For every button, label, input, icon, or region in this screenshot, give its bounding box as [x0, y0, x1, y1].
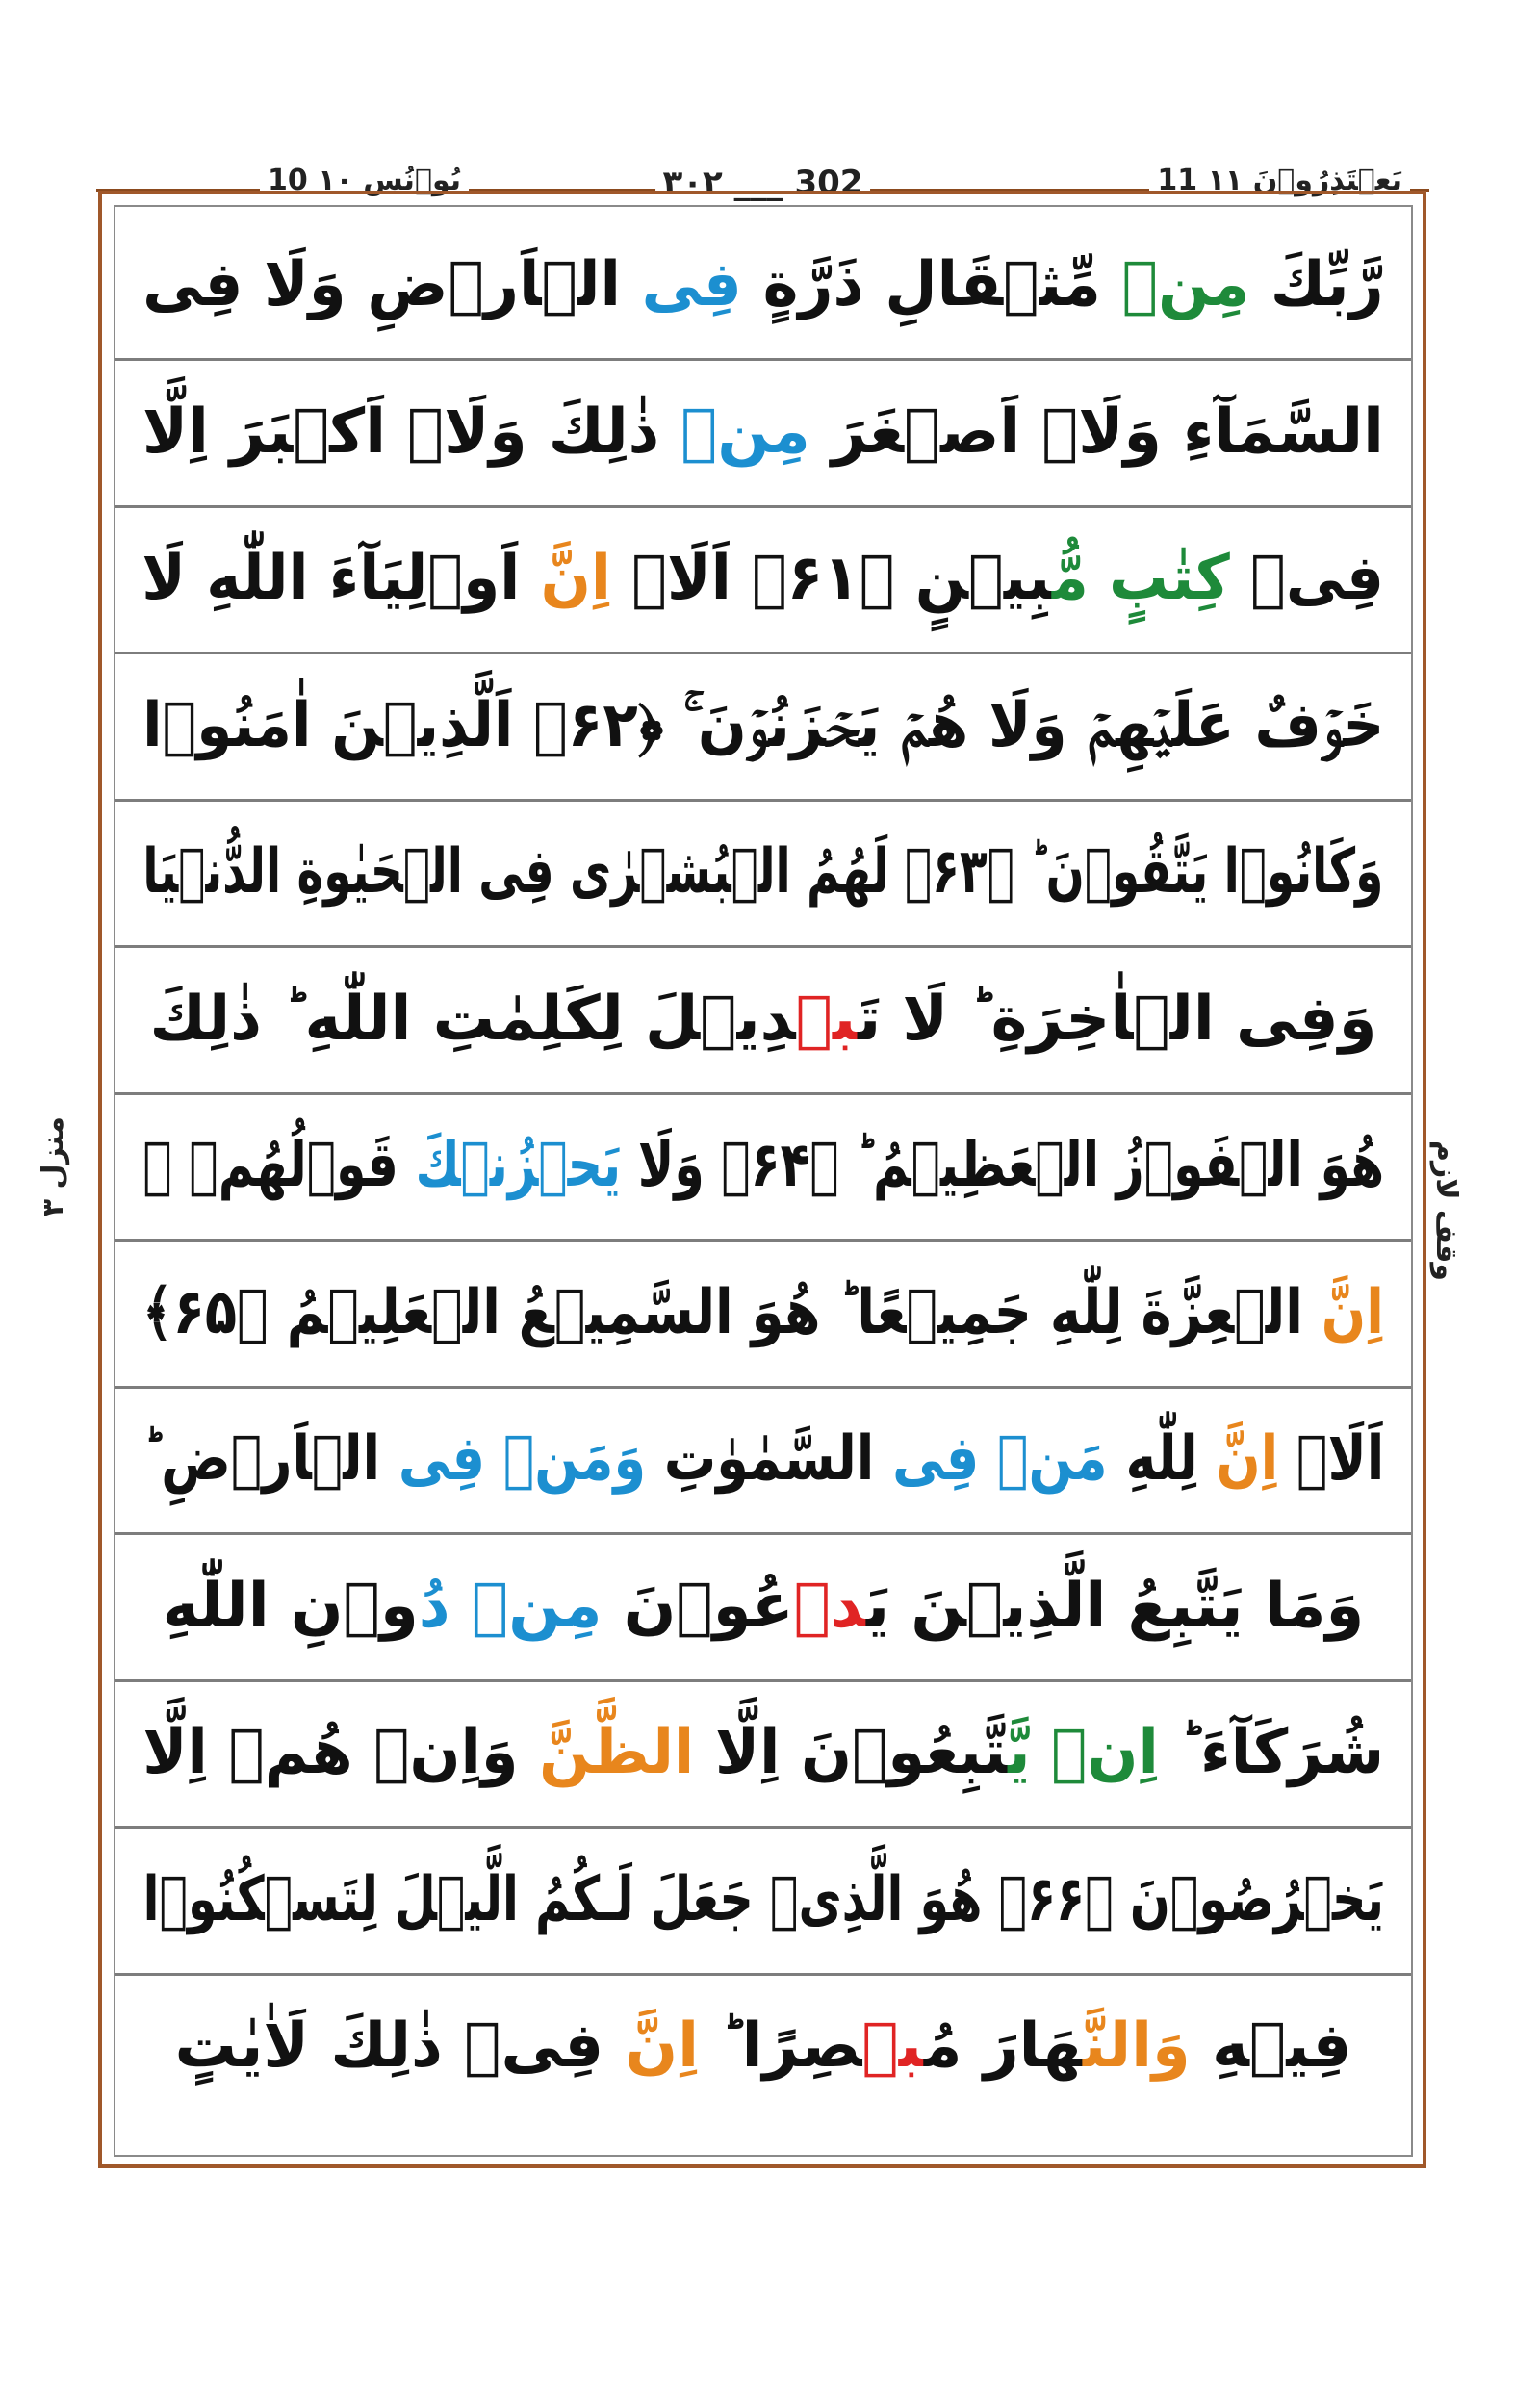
verse-segment: خَوۡفٌ عَلَيۡهِمۡ وَلَا هُمۡ يَحۡزَنُوۡنَ ۚ ﴿۶۲﴾ اَلَّذِيۡنَ اٰمَنُوۡا [141, 689, 1385, 761]
verse-segment: ذٰلِكَ وَلَاۤ اَكۡبَرَ اِلَّا [141, 396, 681, 468]
verse-segment: يَحۡزُنۡكَ [415, 1130, 621, 1201]
verse-segment: تَّبِعُوۡنَ اِلَّا [694, 1717, 1009, 1788]
verse-line [116, 1975, 1411, 2117]
verse-line [116, 1829, 1411, 1971]
verse-segment: مِنۡ [680, 396, 810, 468]
verse-text [142, 1864, 1383, 1935]
verse-segment: فِىۡ ذٰلِكَ لَاٰيٰتٍ [174, 2010, 626, 2082]
verse-text [142, 397, 1384, 468]
verse-segment: وَفِى الۡاٰخِرَةِ ؕ لَا تَ [858, 983, 1377, 1055]
verse-text [163, 1571, 1365, 1642]
header-surah-title: 10 یُوۡنُس ۱۰ [260, 164, 469, 197]
verse-segment: وَاِنۡ هُمۡ اِلَّا [142, 1717, 539, 1788]
verse-text [142, 1276, 1384, 1348]
verse-text [142, 1130, 1384, 1201]
verse-line [116, 214, 1411, 356]
verse-segment: اَلَاۤ [1277, 1423, 1384, 1495]
verse-segment: اِنَّ [625, 2010, 700, 2082]
verse-segment: قَوۡلُهُمۡ ۘ [142, 1130, 416, 1201]
verse-segment: وَكَانُوۡا يَتَّقُوۡنَ ؕ ﴿۶۳﴾ لَهُمُ الۡبُشۡرٰى فِى الۡحَيٰوةِ الدُّنۡيَا [142, 836, 1384, 908]
verse-segment: السَّمٰوٰتِ [645, 1423, 892, 1495]
verse-segment: مِنۡ دُ [418, 1570, 603, 1642]
verse-segment: اِنَّ [1321, 1277, 1385, 1348]
manzil-marker: منزل ۳ [37, 1116, 70, 1217]
verse-segment: اَوۡلِيَآءَ اللّٰهِ لَا [141, 543, 541, 614]
verse-segment: مِنۡ [1121, 249, 1250, 320]
verse-text [142, 1423, 1384, 1495]
verse-segment: فِى [641, 249, 742, 320]
verse-line [116, 1535, 1411, 1677]
verse-segment: بِيۡنٍ ﴿۶۱﴾ اَلَاۤ [611, 543, 1053, 614]
verse-text [142, 249, 1383, 320]
verse-segment: اِنَّ [540, 543, 612, 614]
verse-segment: بۡ [861, 2010, 924, 2082]
verse-segment: الۡعِزَّةَ لِلّٰهِ جَمِيۡعًا ؕ هُوَ السَّمِيۡعُ الۡعَلِيۡمُ ﴿۶۵﴾ [141, 1277, 1322, 1348]
verse-segment: هَارَ مُ [923, 2010, 1083, 2082]
verse-segment: لِلّٰهِ [1107, 1423, 1217, 1495]
verse-segment: اِنۡ يَّ [1008, 1717, 1159, 1788]
verse-segment: صِرًا ؕ [699, 2010, 862, 2082]
verse-segment: الۡاَرۡضِ وَلَا فِى [142, 249, 642, 320]
verse-text [142, 690, 1384, 761]
verse-segment: دِيۡلَ لِكَلِمٰتِ اللّٰهِ ؕ ذٰلِكَ [149, 983, 796, 1055]
verse-text [150, 984, 1377, 1055]
verse-text [142, 1717, 1384, 1788]
verse-segment: السَّمَآءِ وَلَاۤ اَصۡغَرَ [809, 396, 1385, 468]
verse-line [116, 801, 1411, 943]
verse-line [116, 361, 1411, 503]
verse-segment: اِنَّ [1216, 1423, 1278, 1495]
verse-text [142, 836, 1383, 908]
verse-segment: دۡ [793, 1570, 866, 1642]
header-page-number: ۳۰۲ ___ 302 [655, 164, 871, 202]
verse-segment: مَنۡ فِى [891, 1423, 1108, 1495]
waqf-marker: وقف لازم [1429, 1140, 1463, 1282]
verse-line [116, 1242, 1411, 1384]
verse-segment: وَمَنۡ فِى [398, 1423, 646, 1495]
verse-line [116, 1681, 1411, 1824]
verse-segment: شُرَكَآءَ ؕ [1158, 1717, 1384, 1788]
verse-segment: كِتٰبٍ مُّ [1052, 543, 1231, 614]
verse-line [116, 1094, 1411, 1237]
verse-segment: فِىۡ [1230, 543, 1385, 614]
verse-segment: بۡ [795, 983, 859, 1055]
verse-segment: يَخۡرُصُوۡنَ ﴿۶۶﴾ هُوَ الَّذِىۡ جَعَلَ لَـكُمُ الَّيۡلَ لِتَسۡكُنُوۡا [142, 1863, 1384, 1935]
verse-segment: عُوۡنَ [602, 1570, 794, 1642]
verse-line [116, 507, 1411, 650]
verse-line [116, 1388, 1411, 1530]
verse-segment: وۡنِ اللّٰهِ [162, 1570, 419, 1642]
verse-segment: الظَّنَّ [538, 1717, 695, 1788]
verse-text [142, 543, 1385, 614]
verse-segment: وَالنَّ [1082, 2010, 1191, 2082]
verse-segment: وَمَا يَتَّبِعُ الَّذِيۡنَ يَ [866, 1570, 1365, 1642]
verse-segment: هُوَ الۡفَوۡزُ الۡعَظِيۡمُ ؕ ﴿۶۴﴾ وَلَا [620, 1130, 1384, 1201]
verse-segment: رَّبِّكَ [1249, 249, 1384, 320]
verse-text [175, 2010, 1352, 2082]
verse-segment: فِيۡهِ [1190, 2010, 1352, 2082]
verse-segment: مِّثۡقَالِ ذَرَّةٍ [741, 249, 1122, 320]
header-juz-title: 11 يَعۡتَذِرُوۡنَ ۱۱ [1149, 164, 1410, 197]
verse-line [116, 948, 1411, 1090]
verse-line [116, 654, 1411, 797]
verse-segment: الۡاَرۡضِ ؕ [142, 1423, 398, 1495]
